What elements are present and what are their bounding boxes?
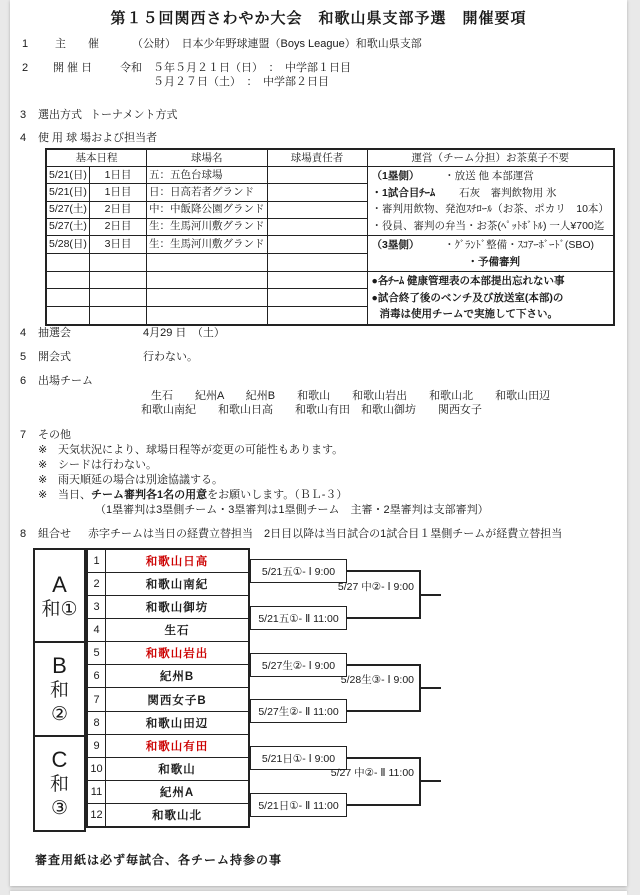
section2-label: 開 催 日 bbox=[53, 62, 93, 74]
team-number: 3 bbox=[88, 596, 106, 618]
team-number: 11 bbox=[88, 781, 106, 803]
bracket-line bbox=[347, 570, 419, 572]
block-kanji: 和 bbox=[49, 773, 69, 795]
footer-note: 審査用紙は必ず毎試合、各チーム持参の事 bbox=[35, 853, 283, 867]
team-row bbox=[88, 550, 248, 572]
team-number: 5 bbox=[88, 642, 106, 664]
section-lottery-label: 抽選会 bbox=[38, 327, 71, 339]
team-row bbox=[88, 711, 248, 734]
header-responsible: 球場責任者 bbox=[267, 149, 367, 167]
section7-number: 7 bbox=[20, 429, 27, 441]
block-letter: B bbox=[52, 653, 67, 678]
cell-date bbox=[46, 289, 90, 306]
section8-note: 赤字チームは当日の経費立替担当 2日目以降は当日試合の1試合目１塁側チームが経費立替担当 bbox=[88, 528, 563, 540]
block-kanji: 和① bbox=[41, 598, 78, 620]
bracket-line bbox=[419, 594, 441, 596]
cell-day: 2日目 bbox=[90, 201, 147, 218]
section-lottery-number: 4 bbox=[20, 327, 27, 339]
header-venue: 球場名 bbox=[147, 149, 268, 167]
cell-date: 5/27(土) bbox=[46, 201, 90, 218]
cell-venue bbox=[147, 272, 268, 289]
cell-day: 2日目 bbox=[90, 218, 147, 235]
bracket-line bbox=[419, 780, 441, 782]
team-name: 和歌山田辺 bbox=[145, 717, 209, 730]
note-rain: 雨天順延の場合は別途協議する。 bbox=[58, 474, 223, 486]
cell-responsible bbox=[267, 306, 367, 324]
section7-label: その他 bbox=[38, 429, 71, 441]
section2-number: 2 bbox=[22, 62, 29, 74]
block-kanji: ② bbox=[50, 704, 69, 725]
cell-venue: 生：生馬河川敷グランド bbox=[147, 218, 268, 235]
match-label-b2: 5/27生②- Ⅱ 11:00 bbox=[250, 699, 347, 723]
note-team-umpire-pre: 当日、 bbox=[58, 489, 91, 501]
cell-date: 5/21(日) bbox=[46, 184, 90, 201]
team-row bbox=[88, 687, 248, 710]
cell-day: 1日目 bbox=[90, 184, 147, 201]
cell-venue: 日：日高若者グランド bbox=[147, 184, 268, 201]
block-b-label bbox=[33, 641, 86, 739]
note-team-umpire-post: をお願いします。（ＢＬ-３） bbox=[207, 489, 348, 501]
team-name: 和歌山岩出 bbox=[145, 648, 209, 661]
cell-day: 1日目 bbox=[90, 167, 147, 184]
bracket-line bbox=[347, 710, 419, 712]
semifinal-label-c: 5/27 中②- Ⅱ 11:00 bbox=[330, 767, 414, 779]
bracket-line bbox=[347, 664, 419, 666]
team-number: 8 bbox=[88, 712, 106, 734]
cell-date bbox=[46, 254, 90, 272]
bracket-line bbox=[347, 804, 419, 806]
section-lottery-value: 4月29 日 （土） bbox=[143, 327, 225, 339]
cell-day bbox=[90, 272, 147, 289]
block-kanji: 和 bbox=[49, 680, 69, 701]
team-name: 紀州A bbox=[159, 786, 195, 799]
section2-value-line1: 令和 ５年５月２１日（日） ： 中学部１日目 bbox=[120, 62, 351, 74]
cell-venue bbox=[147, 289, 268, 306]
team-row bbox=[88, 780, 248, 803]
cell-day bbox=[90, 289, 147, 306]
cell-responsible bbox=[267, 289, 367, 306]
team-name: 和歌山有田 bbox=[145, 740, 209, 753]
semifinal-label-b: 5/28生③- Ⅰ 9:00 bbox=[340, 674, 414, 686]
section5-value: 行わない。 bbox=[143, 351, 198, 363]
match-label-c2: 5/21日①- Ⅱ 11:00 bbox=[250, 793, 347, 817]
cell-date: 5/28(日) bbox=[46, 236, 90, 254]
team-number: 9 bbox=[88, 735, 106, 757]
cell-day bbox=[90, 254, 147, 272]
section8-number: 8 bbox=[20, 528, 27, 540]
team-row bbox=[88, 618, 248, 641]
block-c-label bbox=[33, 735, 86, 832]
team-name: 和歌山南紀 bbox=[145, 579, 209, 592]
team-number: 12 bbox=[88, 804, 106, 826]
match-label-a1: 5/21五①- Ⅰ 9:00 bbox=[250, 559, 347, 583]
section6-number: 6 bbox=[20, 375, 27, 387]
note-marker: ※ bbox=[38, 459, 48, 471]
ops-bento-note: ・役員、審判の弁当・お茶(ﾍﾟｯﾄﾎﾞﾄﾙ) 一人¥700迄 bbox=[371, 219, 605, 232]
cell-day: 3日目 bbox=[90, 236, 147, 254]
note-team-umpire bbox=[58, 488, 347, 502]
team-name: 和歌山御坊 bbox=[145, 602, 209, 615]
block-a-label bbox=[33, 548, 86, 645]
page-title: 第１５回関西さわやか大会 和歌山県支部予選 開催要項 bbox=[110, 10, 527, 27]
table-row bbox=[46, 272, 614, 289]
team-name: 関西女子B bbox=[147, 694, 207, 707]
team-row bbox=[88, 595, 248, 618]
team-name: 紀州B bbox=[159, 671, 195, 684]
team-row bbox=[88, 572, 248, 595]
table-row bbox=[46, 236, 614, 254]
cell-responsible bbox=[267, 167, 367, 184]
operations-cell-third-base bbox=[367, 236, 614, 272]
table-row bbox=[46, 167, 614, 184]
section4-label: 使 用 球 場および担当者 bbox=[38, 132, 158, 144]
note-no-seed: シードは行わない。 bbox=[58, 459, 157, 471]
section3-label: 選出方式 bbox=[38, 109, 82, 121]
operations-cell-general-notes bbox=[367, 272, 614, 325]
team-number: 4 bbox=[88, 619, 106, 641]
block-letter: C bbox=[51, 746, 68, 772]
section5-number: 5 bbox=[20, 351, 27, 363]
cell-venue: 五：五色台球場 bbox=[147, 167, 268, 184]
team-row bbox=[88, 664, 248, 687]
cell-date bbox=[46, 272, 90, 289]
operations-cell-first-base bbox=[367, 167, 614, 236]
section1-number: 1 bbox=[22, 38, 29, 50]
ops-lime-ice-note: 石灰 審判飲物用 氷 bbox=[459, 186, 557, 199]
ops-health-sheet-note: ●各ﾁｰﾑ 健康管理表の本部提出忘れない事 bbox=[371, 275, 565, 287]
ops-ground-scoreboard-note: ・ｸﾞﾗﾝﾄﾞ整備・ｽｺｱｰﾎﾞｰﾄﾞ(SBO) bbox=[444, 239, 595, 251]
section8-label: 組合せ bbox=[38, 528, 71, 540]
table-header-row bbox=[46, 149, 614, 167]
team-row bbox=[88, 641, 248, 664]
cell-venue bbox=[147, 306, 268, 324]
block-kanji: ③ bbox=[50, 797, 69, 819]
cell-responsible bbox=[267, 272, 367, 289]
section5-label: 開会式 bbox=[38, 351, 71, 363]
note-marker: ※ bbox=[38, 444, 48, 456]
next-page-edge bbox=[10, 891, 627, 895]
cell-responsible bbox=[267, 184, 367, 201]
ops-umpire-drinks-note: ・審判用飲物、発泡ｽﾁﾛｰﾙ（お茶、ポカリ 10本） bbox=[371, 203, 609, 215]
team-row bbox=[88, 757, 248, 780]
block-letter: A bbox=[52, 571, 67, 597]
match-label-b1: 5/27生②- Ⅰ 9:00 bbox=[250, 653, 347, 677]
cell-day bbox=[90, 306, 147, 324]
ops-third-base-label: （3塁側） bbox=[371, 239, 415, 251]
cell-date: 5/27(土) bbox=[46, 218, 90, 235]
cell-date bbox=[46, 306, 90, 324]
section3-number: 3 bbox=[20, 109, 27, 121]
team-number: 1 bbox=[88, 550, 106, 572]
bracket-line bbox=[419, 687, 441, 689]
ops-first-game-team-label: ・1試合目ﾁｰﾑ bbox=[371, 186, 436, 199]
section1-value: （公財） 日本少年野球連盟（Boys League）和歌山県支部 bbox=[132, 38, 422, 50]
match-label-a2: 5/21五①- Ⅱ 11:00 bbox=[250, 606, 347, 630]
note-umpire-assignment: （1塁審判は3塁側チーム・3塁審判は1塁側チーム 主審・2塁審判は支部審判） bbox=[95, 504, 489, 516]
team-list-line2: 和歌山南紀 和歌山日高 和歌山有田 和歌山御坊 関西女子 bbox=[141, 404, 482, 416]
bracket-team-table bbox=[86, 548, 250, 828]
header-schedule: 基本日程 bbox=[46, 149, 147, 167]
ops-disinfect-note-line2: 消毒は使用チームで実施して下さい。 bbox=[379, 308, 558, 320]
cell-responsible bbox=[267, 201, 367, 218]
section6-label: 出場チーム bbox=[38, 375, 93, 387]
team-name: 生石 bbox=[164, 625, 190, 638]
section2-value-line2: ５月２７日（土） ： 中学部２日目 bbox=[153, 76, 329, 88]
venue-schedule-table bbox=[45, 148, 615, 326]
cell-venue bbox=[147, 254, 268, 272]
cell-responsible bbox=[267, 236, 367, 254]
team-row bbox=[88, 734, 248, 757]
team-number: 10 bbox=[88, 758, 106, 780]
team-name: 和歌山 bbox=[158, 763, 196, 776]
section4-number: 4 bbox=[20, 132, 27, 144]
ops-broadcast-note: ・放送 他 本部運営 bbox=[444, 170, 534, 182]
team-number: 7 bbox=[88, 688, 106, 710]
section3-value: トーナメント方式 bbox=[90, 109, 178, 121]
cell-responsible bbox=[267, 254, 367, 272]
ops-reserve-umpire-note: ・予備審判 bbox=[467, 255, 520, 268]
ops-disinfect-note-line1: ●試合終了後のベンチ及び放送室(本部)の bbox=[371, 291, 564, 304]
note-marker: ※ bbox=[38, 489, 48, 501]
bracket-line bbox=[347, 757, 419, 759]
document-page bbox=[10, 0, 627, 886]
cell-responsible bbox=[267, 218, 367, 235]
section1-label: 主 催 bbox=[55, 38, 99, 50]
cell-date: 5/21(日) bbox=[46, 167, 90, 184]
match-label-c1: 5/21日①- Ⅰ 9:00 bbox=[250, 746, 347, 770]
ops-first-base-label: （1塁側） bbox=[371, 170, 415, 182]
note-marker: ※ bbox=[38, 474, 48, 486]
team-list-line1: 生石 紀州A 紀州B 和歌山 和歌山岩出 和歌山北 和歌山田辺 bbox=[151, 390, 551, 402]
bracket-line bbox=[347, 617, 419, 619]
team-name: 和歌山北 bbox=[152, 809, 202, 822]
header-operations: 運営（チーム分担）お茶菓子不要 bbox=[367, 149, 614, 167]
note-weather: 天気状況により、球場日程等が変更の可能性もあります。 bbox=[58, 444, 344, 456]
team-number: 2 bbox=[88, 573, 106, 595]
team-number: 6 bbox=[88, 665, 106, 687]
cell-venue: 中：中飯降公園グランド bbox=[147, 201, 268, 218]
semifinal-label-a: 5/27 中②- Ⅰ 9:00 bbox=[337, 581, 414, 593]
cell-venue: 生：生馬河川敷グランド bbox=[147, 236, 268, 254]
team-name: 和歌山日高 bbox=[145, 556, 209, 569]
note-team-umpire-bold: チーム審判各1名の用意 bbox=[91, 489, 208, 501]
team-row bbox=[88, 803, 248, 826]
